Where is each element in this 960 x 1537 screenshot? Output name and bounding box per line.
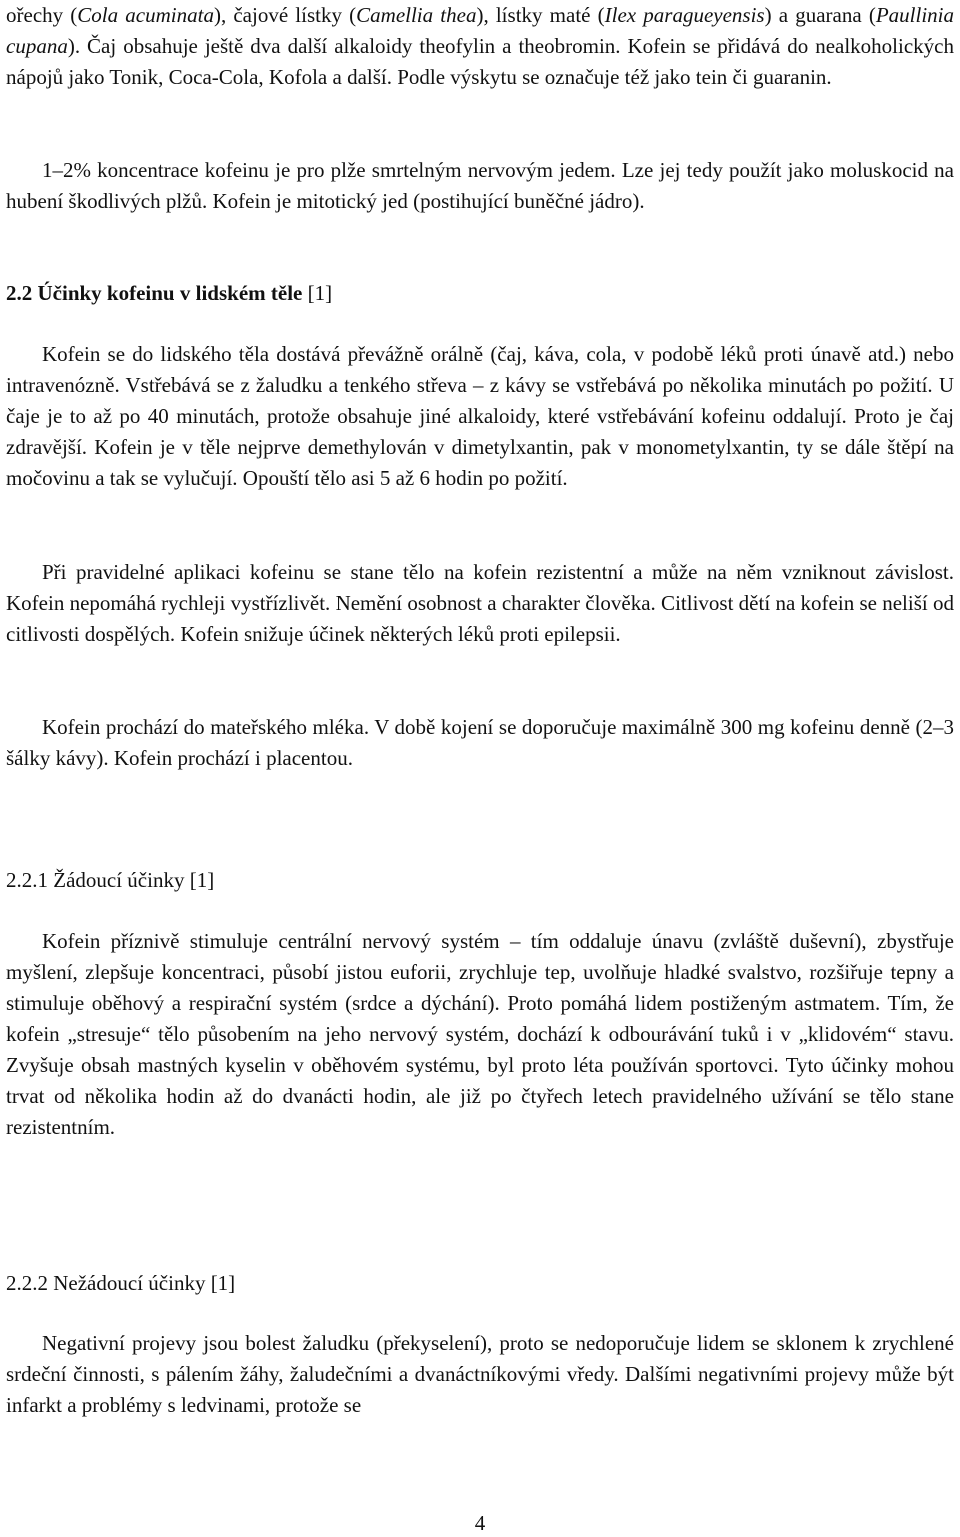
paragraph-text: ). Čaj obsahuje ještě dva další alkaloidy theofylin a theobromin. Kofein se přidává do nealkoholických nápojů jako Tonik, Coca-Cola, Kofola a další. Podle výskytu se označuje též jako tein či guaranin. — [6, 34, 954, 89]
paragraph-text: ), lístky maté ( — [476, 3, 605, 27]
latin-name-camellia: Camellia thea — [356, 3, 477, 27]
paragraph-absorption: Kofein se do lidského těla dostává převážně orálně (čaj, káva, cola, v podobě léků proti únavě atd.) nebo intravenózně. Vstřebává se z žaludku a tenkého střeva – z kávy se vstřebává po několika minutách po požití. U čaje je to až po 40 minutách, protože obsahuje jiné alkaloidy, které vstřebávání kofeinu oddalují. Proto je čaj zdravější. Kofein je v těle nejprve demethylován v dimetylxantin, pak v monometylxantin, ty se dále štěpí na močovinu a tak se vylučují. Opouští tělo asi 5 až 6 hodin po požití. — [6, 342, 954, 490]
paragraph-desired-effects: Kofein příznivě stimuluje centrální nervový systém – tím oddaluje únavu (zvláště duševní), zbystřuje myšlení, zlepšuje koncentraci, působí jistou euforii, zrychluje tep, uvolňuje hladké svalstvo, rozšiřuje tepny a stimuluje oběhový a respirační systém (srdce a dýchání). Proto pomáhá lidem postiženým astmatem. Tím, že kofein „stresuje“ tělo působením na jeho nervový systém, dochází k odbourávání tuků i v „klidovém“ stavu. Zvyšuje obsah mastných kyselin v oběhovém systému, byl proto léta používán sportovci. Tyto účinky mohou trvat od několika hodin až do dvanácti hodin, ale již po čtyřech letech pravidelného užívání se tělo stane rezistentním. — [6, 929, 954, 1139]
paragraph-text: ), čajové lístky ( — [213, 3, 357, 27]
latin-name-cola: Cola acuminata — [77, 3, 214, 27]
heading-text: 2.2 Účinky kofeinu v lidském těle — [6, 281, 303, 305]
heading-reference: [1] — [302, 281, 333, 305]
paragraph-caffeine-sources — [6, 0, 954, 93]
paragraph-breastfeeding: Kofein prochází do mateřského mléka. V době kojení se doporučuje maximálně 300 mg kofeinu denně (2–3 šálky kávy). Kofein prochází i placentou. — [6, 715, 954, 770]
subsection-heading-desired-effects: 2.2.1 Žádoucí účinky [1] — [6, 868, 215, 892]
paragraph-adverse-effects: Negativní projevy jsou bolest žaludku (překyselení), proto se nedoporučuje lidem se sklonem k zrychlené srdeční činnosti, s pálením žáhy, žaludečními a dvanáctníkovými vředy. Dalšími negativními projevy může být infarkt a problémy s ledvinami, protože se — [6, 1331, 954, 1417]
subsection-heading-adverse-effects: 2.2.2 Nežádoucí účinky [1] — [6, 1271, 236, 1295]
paragraph-molluscicide: 1–2% koncentrace kofeinu je pro plže smrtelným nervovým jedem. Lze jej tedy použít jako moluskocid na hubení škodlivých plžů. Kofein je mitotický jed (postihující buněčné jádro). — [6, 158, 954, 213]
page-number: 4 — [474, 1511, 486, 1535]
latin-name-paullinia: Paullinia cupana — [6, 3, 955, 58]
paragraph-text: ) a guarana ( — [764, 3, 876, 27]
paragraph-tolerance: Při pravidelné aplikaci kofeinu se stane tělo na kofein rezistentní a může na něm vzniknout závislost. Kofein nepomáhá rychleji vystřízlivět. Nemění osobnost a charakter člověka. Citlivost dětí na kofein se neliší od citlivosti dospělých. Kofein snižuje účinek některých léků proti epilepsii. — [6, 560, 954, 646]
paragraph-text: ořechy ( — [6, 3, 78, 27]
section-heading-effects — [6, 278, 332, 309]
latin-name-ilex: Ilex paragueyensis — [604, 3, 765, 27]
